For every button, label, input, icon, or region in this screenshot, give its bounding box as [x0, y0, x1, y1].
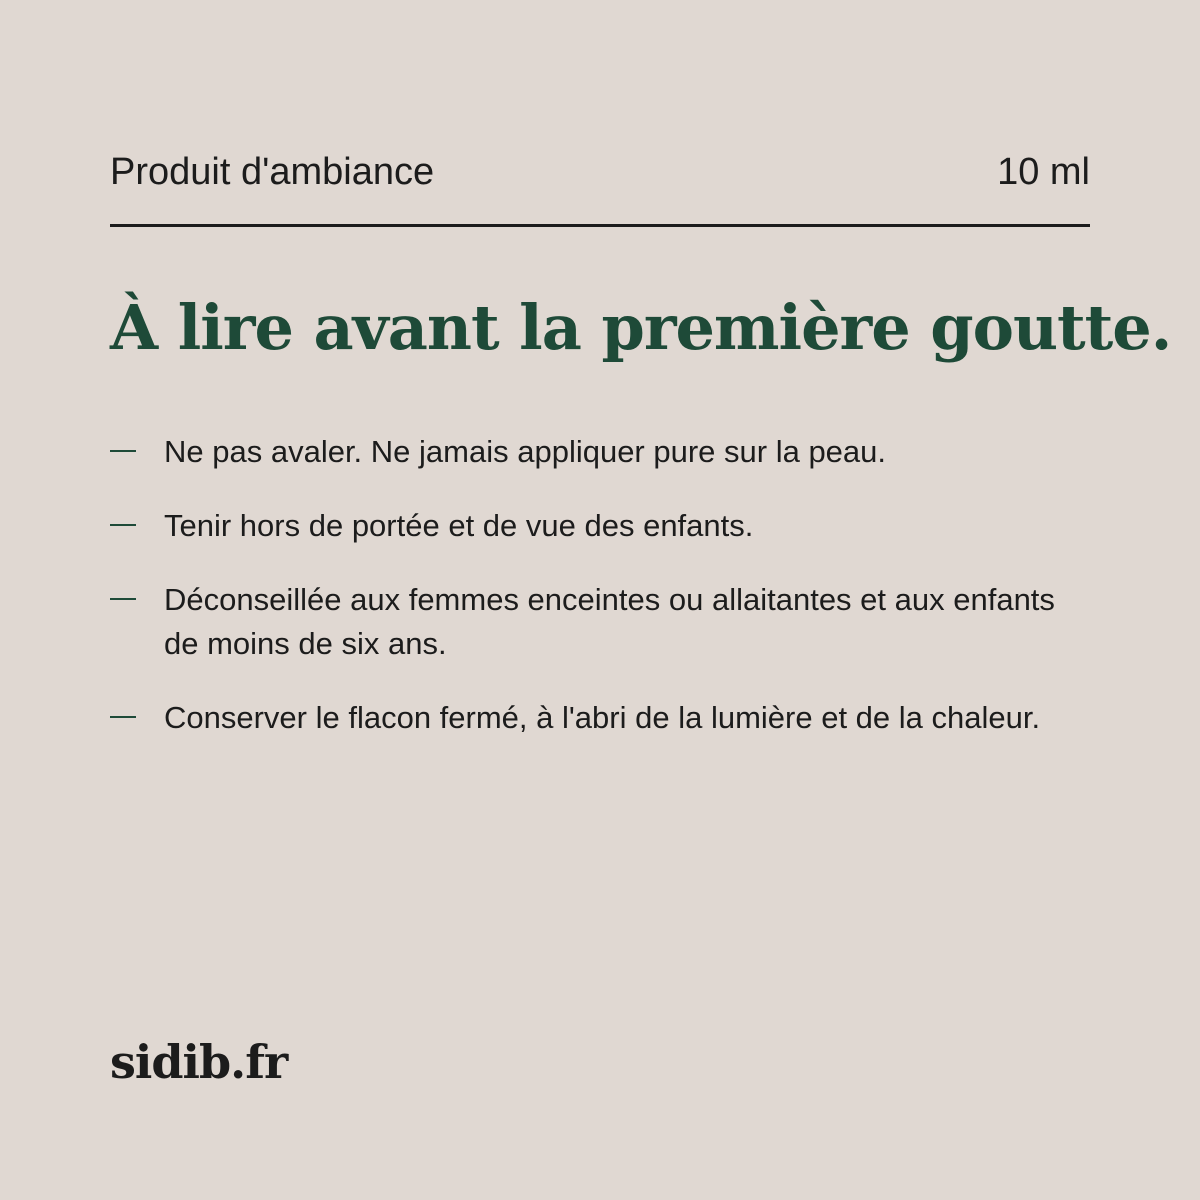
- warning-text: Conserver le flacon fermé, à l'abri de la lumière et de la chaleur.: [164, 700, 1041, 735]
- product-volume: 10 ml: [997, 151, 1090, 193]
- list-item: [110, 430, 1090, 474]
- list-item: [110, 696, 1090, 740]
- warnings-list: [110, 430, 1090, 770]
- list-item: [110, 578, 1090, 666]
- warning-text: Tenir hors de portée et de vue des enfants.: [164, 508, 754, 543]
- card-header: [110, 148, 1090, 196]
- list-item: [110, 504, 1090, 548]
- page-title: À lire avant la première goutte.: [110, 291, 1172, 364]
- safety-card: [110, 0, 1172, 1200]
- dash-icon: [110, 598, 136, 600]
- dash-icon: [110, 524, 136, 526]
- warning-text: Ne pas avaler. Ne jamais appliquer pure sur la peau.: [164, 434, 887, 469]
- product-category: Produit d'ambiance: [110, 151, 435, 193]
- dash-icon: [110, 450, 136, 452]
- header-divider: [110, 224, 1090, 227]
- website-url: sidib.fr: [110, 1035, 288, 1089]
- warning-text: Déconseillée aux femmes enceintes ou allaitantes et aux enfants de moins de six ans.: [164, 582, 1055, 661]
- dash-icon: [110, 716, 136, 718]
